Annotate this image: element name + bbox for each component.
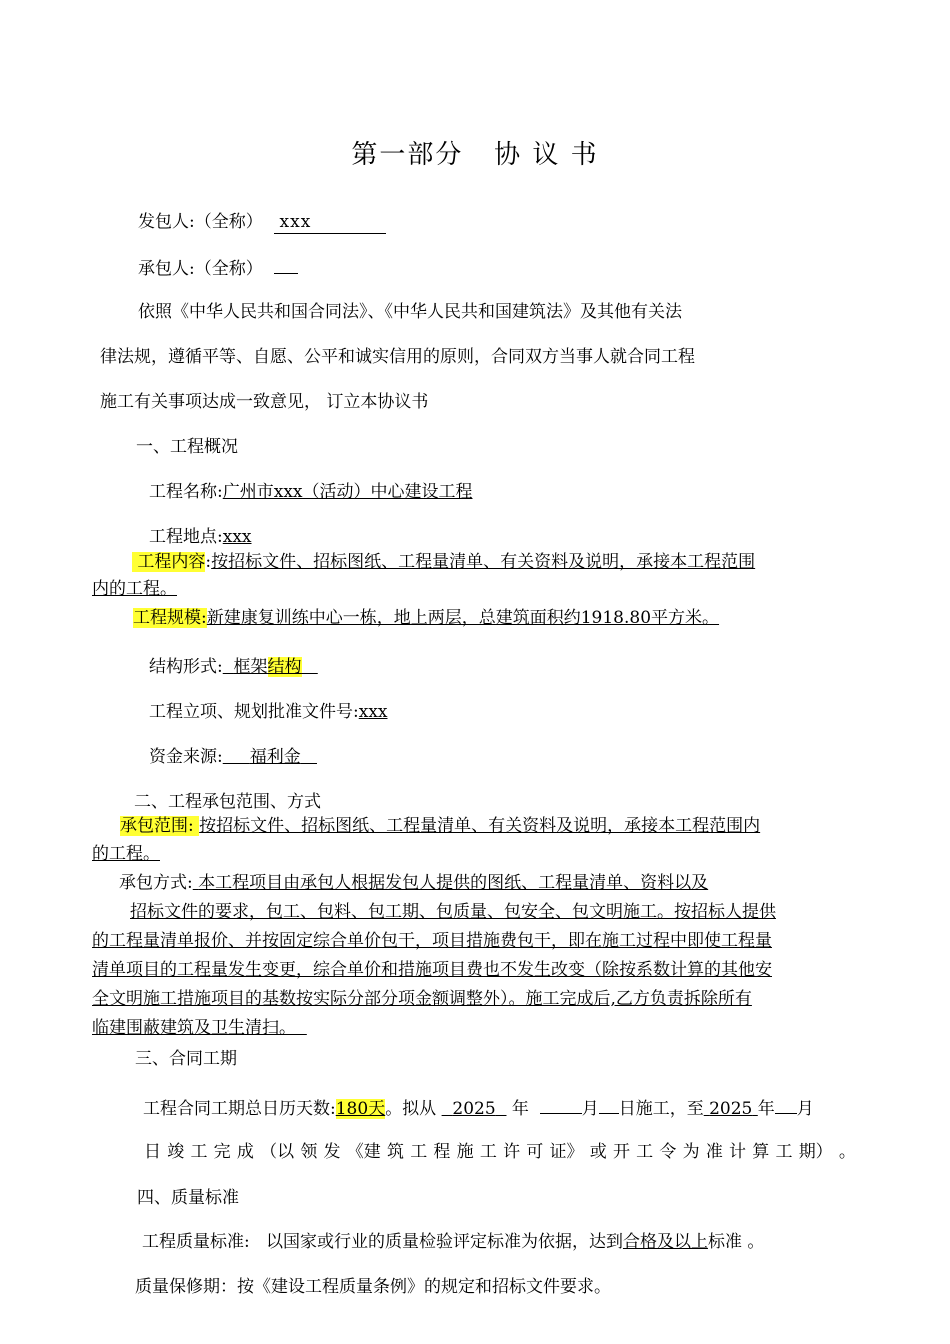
end-year-field <box>704 1099 758 1119</box>
period-line-2 <box>144 1137 856 1162</box>
contractor-label: 承包人:（全称） <box>138 259 263 279</box>
employer-label: 发包人:（全称） <box>138 212 263 232</box>
project-content-value-2: 内的工程。 <box>92 579 177 599</box>
section-4-heading: 四、质量标准 <box>137 1188 239 1208</box>
project-site-value: xxx <box>222 527 252 547</box>
period-line-2-text: 领 <box>300 1142 318 1162</box>
period-line-2-text: 工 <box>410 1142 428 1162</box>
end-month-blank <box>775 1096 797 1114</box>
employer-value: xxx <box>279 212 312 232</box>
period-line-2-text: 令 <box>659 1142 677 1162</box>
period-line-2-text: 竣 <box>167 1142 185 1162</box>
project-content-label-text: 工程内容 <box>137 552 206 572</box>
section-2-heading: 二、工程承包范围、方式 <box>134 792 321 812</box>
mode-line-2: 招标文件的要求，包工、包料、包工期、包质量、包安全、包文明施工。按招标人提供 <box>130 902 776 922</box>
approval-label: 工程立项、规划批准文件号: <box>149 702 359 722</box>
period-line-2-text: 可 <box>526 1142 544 1162</box>
period-line-2-text: 成 <box>236 1142 254 1162</box>
period-line-2-text: 许 <box>503 1142 521 1162</box>
project-content-colon: : <box>205 552 212 572</box>
approval-line <box>149 701 388 723</box>
mode-line-5: 全文明施工措施项目的基数按实际分部分项金额调整外）。施工完成后,乙方负责拆除所有 <box>92 989 752 1009</box>
mode-value-6 <box>92 1018 307 1038</box>
start-month-blank <box>540 1096 582 1114</box>
period-line-2-text: 开 <box>612 1142 630 1162</box>
contractor-line <box>138 256 298 280</box>
period-line-2-text: 工 <box>190 1142 208 1162</box>
period-line-2-text: 计 <box>729 1142 747 1162</box>
project-scale-value: 新建康复训练中心一栋，地上两层，总建筑面积约1918.80平方米。 <box>206 608 720 628</box>
period-line-2-text: 发 <box>323 1142 341 1162</box>
structure-value-2: 结构 <box>267 657 302 677</box>
project-name-value: 广州市xxx（活动）中心建设工程 <box>222 482 473 502</box>
scope-value-1: 按招标文件、招标图纸、工程量清单、有关资料及说明，承接本工程范围内 <box>199 816 761 836</box>
period-line-2-text: 程 <box>433 1142 451 1162</box>
period-line-2-text: 工 <box>636 1142 654 1162</box>
period-line-2-text: 施 <box>456 1142 474 1162</box>
quality-line <box>142 1231 764 1253</box>
project-site-line <box>149 526 252 548</box>
project-content-line-1 <box>132 551 755 573</box>
period-line-2-text: 工 <box>775 1142 793 1162</box>
mode-label: 承包方式: <box>119 873 193 893</box>
scope-line-1 <box>120 815 760 837</box>
start-month-char: 月 <box>581 1099 599 1119</box>
period-line-2-text: 完 <box>213 1142 231 1162</box>
contractor-value-blank <box>274 256 298 274</box>
period-line-2-text: 筑 <box>386 1142 404 1162</box>
mode-value-6-text: 临建围蔽建筑及卫生清扫。 <box>92 1018 296 1038</box>
period-line-2-text: （以 <box>260 1142 295 1162</box>
period-line-2-text: 日 <box>144 1142 161 1162</box>
end-year-value: 2025 <box>709 1099 753 1119</box>
quality-value: 合格及以上 <box>622 1232 708 1252</box>
mode-line-3: 的工程量清单报价、并按固定综合单价包干，项目措施费包干，即在施工过程中即使工程量 <box>92 931 772 951</box>
period-line-1 <box>143 1096 814 1120</box>
quality-post: 标准 。 <box>707 1232 765 1252</box>
fund-value <box>223 747 317 767</box>
intro-line-1: 依照《中华人民共和国合同法》、《中华人民共和国建筑法》及其他有关法 <box>138 302 682 322</box>
end-year-char: 年 <box>757 1099 775 1119</box>
start-year-value: 2025 <box>452 1099 496 1119</box>
start-year-char: 年 <box>511 1099 529 1119</box>
intro-line-3: 施工有关事项达成一致意见， 订立本协议书 <box>100 392 429 412</box>
project-content-value-1: 按招标文件、招标图纸、工程量清单、有关资料及说明，承接本工程范围 <box>211 552 756 572</box>
mode-value-1 <box>193 873 708 893</box>
period-line-2-text: 期） <box>798 1142 833 1162</box>
fund-label: 资金来源: <box>149 747 223 767</box>
quality-pre: 以国家或行业的质量检验评定标准为依据，达到 <box>265 1232 623 1252</box>
scope-label <box>120 816 199 836</box>
structure-value-1: 框架 <box>233 657 268 677</box>
scope-line-2 <box>92 843 160 865</box>
period-label: 工程合同工期总日历天数: <box>143 1099 336 1119</box>
period-line-2-text: 算 <box>752 1142 770 1162</box>
page-title: 第一部分 协 议 书 <box>351 140 599 170</box>
start-day-blank <box>599 1096 619 1114</box>
period-days: 180天 <box>335 1099 386 1119</box>
structure-label: 结构形式: <box>149 657 223 677</box>
mode-line-1 <box>119 872 708 894</box>
project-content-label <box>132 552 205 572</box>
mode-value-1-text: 本工程项目由承包人根据发包人提供的图纸、工程量清单、资料以及 <box>198 873 709 893</box>
period-line-2-text: 《建 <box>346 1142 381 1162</box>
project-name-label: 工程名称: <box>149 482 223 502</box>
employer-line <box>138 211 386 234</box>
structure-value <box>223 657 318 677</box>
period-line-2-text: 为 <box>682 1142 700 1162</box>
intro-line-2: 律法规，遵循平等、自愿、公平和诚实信用的原则，合同双方当事人就合同工程 <box>100 347 695 367</box>
scope-value-2: 的工程。 <box>92 844 160 864</box>
fund-value-text: 福利金 <box>249 747 301 767</box>
period-from-text: 。拟从 <box>385 1099 437 1119</box>
project-scale-label: 工程规模: <box>133 608 207 628</box>
period-line-2-text: 或 <box>589 1142 607 1162</box>
mode-line-6 <box>92 1017 307 1039</box>
section-1-heading: 一、工程概况 <box>136 437 238 457</box>
period-line-2-text: 证》 <box>549 1142 584 1162</box>
fund-line <box>149 746 317 768</box>
quality-label: 工程质量标准: <box>142 1232 250 1252</box>
section-3-heading: 三、合同工期 <box>135 1049 237 1069</box>
period-line-2-text: 准 <box>705 1142 723 1162</box>
start-day-text: 日施工，至 <box>618 1099 704 1119</box>
start-year-field <box>442 1099 507 1119</box>
approval-value: xxx <box>358 702 388 722</box>
employer-value-field <box>274 211 386 234</box>
project-site-label: 工程地点: <box>149 527 223 547</box>
end-month-char: 月 <box>796 1099 814 1119</box>
scope-label-text: 承包范围: <box>120 816 194 836</box>
project-scale-line <box>133 607 719 629</box>
period-line-2-text: 。 <box>838 1142 856 1162</box>
mode-line-4: 清单项目的工程量发生变更，综合单价和措施项目费也不发生改变（除按系数计算的其他安 <box>92 960 772 980</box>
project-name-line <box>149 481 473 503</box>
warranty-line: 质量保修期：按《建设工程质量条例》的规定和招标文件要求。 <box>135 1277 611 1297</box>
structure-line <box>149 656 318 678</box>
period-line-2-text: 工 <box>479 1142 497 1162</box>
project-content-line-2 <box>92 578 177 600</box>
